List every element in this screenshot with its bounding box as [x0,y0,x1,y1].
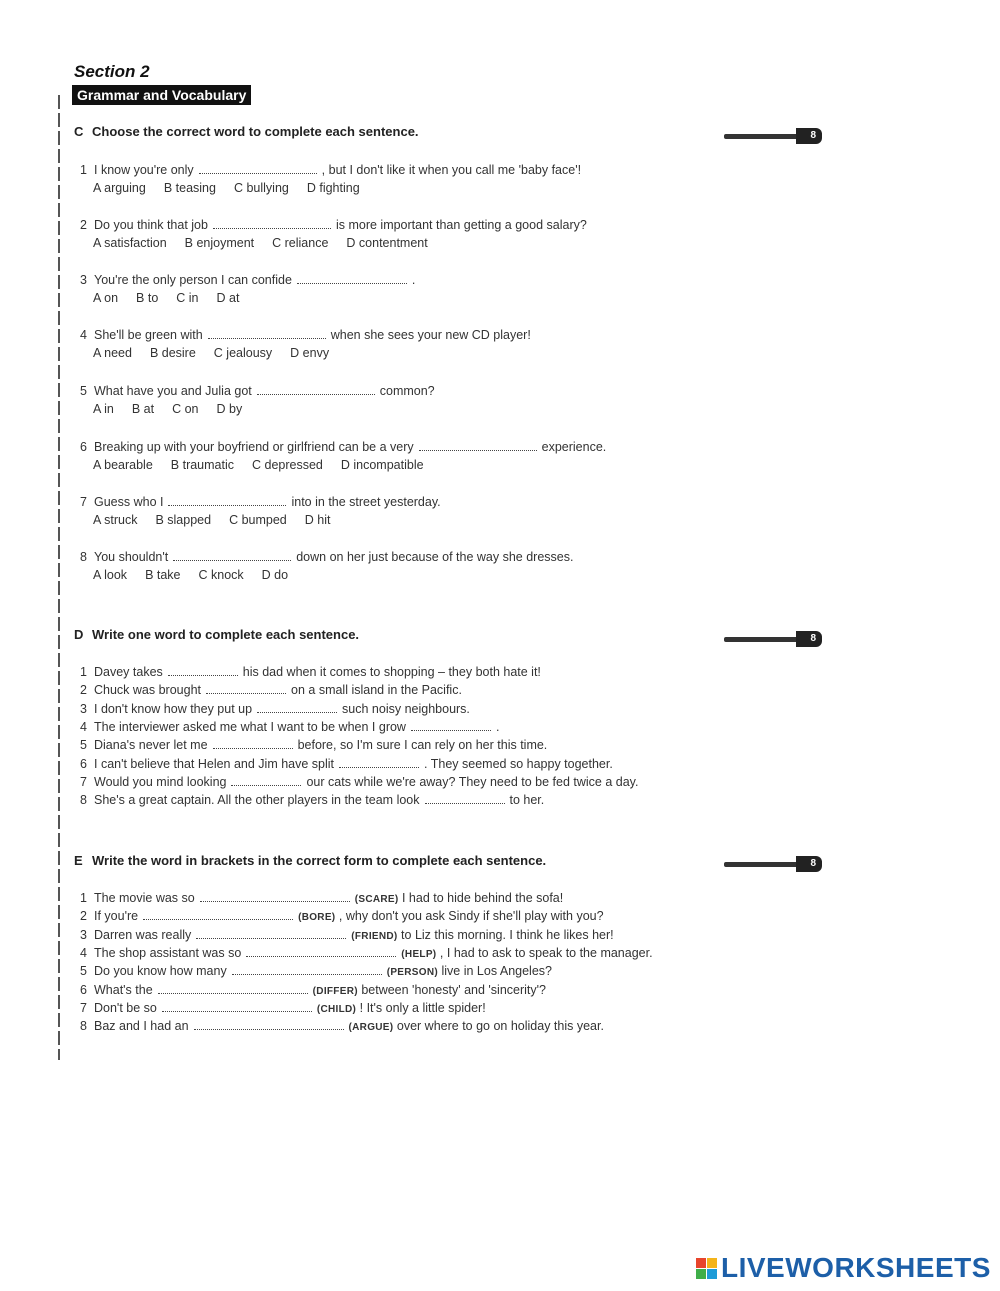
question-number: 8 [80,550,87,564]
bracket-word: (FRIEND) [351,930,398,942]
question-text-before: Chuck was brought [94,683,202,698]
question-row [80,218,587,232]
brand-text: LIVEWORKSHEETS [721,1252,991,1283]
part-letter: C [74,124,84,139]
question-number: 8 [80,793,87,808]
question-row [80,983,546,997]
question-number: 3 [80,273,87,287]
answer-option[interactable]: A in [93,402,114,416]
bracket-word: (CHILD) [316,1003,357,1015]
answer-option[interactable]: D fighting [306,181,360,195]
options-row [93,458,442,472]
question-text-before: The interviewer asked me what I want to be when I grow [94,719,406,734]
question-text-before: The movie was so [94,891,195,905]
question-text-after: our cats while we're away? They need to be fed twice a day. [306,774,639,789]
answer-option[interactable]: A satisfaction [93,236,167,250]
answer-blank[interactable] [173,550,291,561]
question-text-after: his dad when it comes to shopping – they both hate it! [242,665,541,679]
answer-option[interactable]: B desire [149,346,196,360]
answer-blank[interactable] [231,775,301,786]
question-text-before: Guess who I [94,495,164,509]
question-row [80,738,547,752]
question-text-after: live in Los Angeles? [441,964,552,979]
question-row [80,328,531,342]
score-total: 8 [810,858,816,869]
answer-blank[interactable] [213,738,293,749]
question-text-before: Do you think that job [94,218,208,232]
answer-blank[interactable] [425,793,505,804]
section-banner: Grammar and Vocabulary [72,85,251,105]
answer-blank[interactable] [246,946,396,957]
question-text-after: is more important than getting a good salary? [335,218,587,232]
bracket-word: (BORE) [298,912,336,924]
answer-blank[interactable] [168,495,286,506]
answer-option[interactable]: D at [216,291,240,305]
question-text-before: Darren was really [94,927,192,942]
part-instruction: Write the word in brackets in the correct form to complete each sentence. [92,853,547,868]
question-row [80,775,638,789]
question-row [80,495,441,509]
options-row [93,181,378,195]
question-text-before: You shouldn't [94,550,169,564]
answer-option[interactable]: B at [131,402,155,416]
question-row [80,928,614,942]
answer-option[interactable]: B enjoyment [184,236,255,250]
part-instruction: Write one word to complete each sentence. [92,627,360,642]
question-text-after: down on her just because of the way she dresses. [296,550,574,564]
question-text-after: into in the street yesterday. [291,495,441,509]
answer-option[interactable]: C in [176,291,199,305]
score-total: 8 [810,130,816,141]
answer-option[interactable]: D incompatible [340,458,424,472]
section-title: Section 2 [74,62,150,81]
question-row [80,163,581,177]
answer-blank[interactable] [297,273,407,284]
part-instruction: Choose the correct word to complete each sentence. [92,124,419,139]
question-text-before: Davey takes [94,665,163,679]
answer-blank[interactable] [206,683,286,694]
question-row [80,1001,486,1015]
question-row [80,683,462,697]
question-number: 2 [80,683,87,698]
answer-option[interactable]: A need [93,346,132,360]
question-row [80,702,470,716]
question-text-before: Baz and I had an [94,1019,189,1034]
options-row [93,346,347,360]
answer-option[interactable]: C bumped [229,513,287,527]
answer-option[interactable]: B slapped [155,513,212,527]
question-text-after: common? [379,384,435,398]
question-number: 4 [80,945,87,960]
answer-option[interactable]: A struck [93,513,138,527]
question-row [80,757,613,771]
bracket-word: (ARGUE) [348,1022,394,1034]
question-text-after: ! It's only a little spider! [359,1000,486,1015]
answer-blank[interactable] [208,328,326,339]
question-row [80,440,606,454]
answer-option[interactable]: C jealousy [213,346,273,360]
bracket-word: (SCARE) [354,894,399,905]
score-total: 8 [810,633,816,644]
part-e-heading [74,853,546,868]
question-number: 6 [80,982,87,997]
liveworksheets-logo [696,1252,991,1284]
answer-option[interactable]: C bullying [233,181,289,195]
part-letter: E [74,853,83,868]
answer-option[interactable]: A bearable [93,458,153,472]
bracket-word: (DIFFER) [312,985,358,997]
options-row [93,402,260,416]
answer-blank[interactable] [196,928,346,939]
question-number: 4 [80,328,87,342]
question-row [80,720,499,734]
question-text-after: . [495,719,500,734]
question-text-before: Breaking up with your boyfriend or girlfriend can be a very [94,440,414,454]
question-row [80,946,653,960]
answer-blank[interactable] [232,964,382,975]
question-text-after: over where to go on holiday this year. [396,1019,604,1034]
answer-blank[interactable] [257,702,337,713]
answer-option[interactable]: C knock [198,568,244,582]
question-text-before: I know you're only [94,163,194,177]
question-number: 2 [80,218,87,232]
answer-option[interactable]: A on [93,291,119,305]
part-letter: D [74,627,84,642]
answer-blank[interactable] [213,218,331,229]
question-number: 6 [80,440,87,454]
question-text-before: Diana's never let me [94,738,208,753]
answer-option[interactable]: C reliance [272,236,329,250]
question-row [80,384,435,398]
question-text-before: She'll be green with [94,328,203,342]
question-text-before: She's a great captain. All the other players in the team look [94,793,420,808]
question-text-before: I don't know how they put up [94,701,253,716]
question-number: 5 [80,384,87,398]
options-row [93,568,306,582]
question-text-after: when she sees your new CD player! [330,328,531,342]
bracket-word: (HELP) [401,948,437,960]
question-text-after: , why don't you ask Sindy if she'll play with you? [338,909,604,924]
answer-blank[interactable] [257,384,375,395]
question-number: 1 [80,891,87,905]
bracket-word: (PERSON) [386,967,438,979]
question-number: 7 [80,1000,87,1015]
question-row [80,891,563,905]
answer-option[interactable]: D contentment [346,236,428,250]
answer-option[interactable]: C on [172,402,199,416]
question-text-after: on a small island in the Pacific. [291,683,462,698]
question-number: 7 [80,774,87,789]
question-number: 2 [80,909,87,924]
question-row [80,273,415,287]
options-row [93,236,446,250]
question-text-after: before, so I'm sure I can rely on her this time. [297,738,548,753]
question-number: 7 [80,495,87,509]
question-text-after: to her. [509,793,545,808]
question-text-before: Would you mind looking [94,774,227,789]
question-number: 1 [80,665,87,679]
options-row [93,513,348,527]
question-text-after: such noisy neighbours. [342,701,470,716]
question-text-after: between 'honesty' and 'sincerity'? [361,982,546,997]
answer-option[interactable]: C depressed [252,458,323,472]
part-e-score-box [724,856,822,872]
answer-option[interactable]: A look [93,568,128,582]
answer-blank[interactable] [143,909,293,920]
part-c-score-box [724,128,822,144]
answer-option[interactable]: D do [261,568,289,582]
answer-blank[interactable] [411,720,491,731]
part-d-heading [74,627,359,642]
answer-option[interactable]: D envy [290,346,330,360]
question-row [80,909,604,923]
question-text-before: What's the [94,982,153,997]
question-text-before: Don't be so [94,1000,157,1015]
question-text-after: experience. [541,440,607,454]
question-number: 6 [80,756,87,771]
answer-option[interactable]: B teasing [163,181,216,195]
question-text-after: to Liz this morning. I think he likes her! [401,927,614,942]
answer-blank[interactable] [199,163,317,174]
question-text-after: . They seemed so happy together. [424,756,613,771]
question-number: 5 [80,738,87,753]
question-row [80,550,573,564]
answer-blank[interactable] [158,983,308,994]
question-number: 3 [80,701,87,716]
question-text-before: The shop assistant was so [94,945,242,960]
answer-blank[interactable] [339,757,419,768]
margin-rule [58,95,60,1060]
question-text-before: What have you and Julia got [94,384,252,398]
question-text-before: If you're [94,909,139,924]
question-number: 5 [80,964,87,979]
answer-option[interactable]: D hit [304,513,331,527]
options-row [93,291,257,305]
part-d-score-box [724,631,822,647]
question-text-after: . [411,273,416,287]
question-row [80,665,541,679]
question-text-before: You're the only person I can confide [94,273,292,287]
answer-option[interactable]: B traumatic [170,458,234,472]
answer-option[interactable]: B take [145,568,181,582]
answer-blank[interactable] [194,1019,344,1030]
logo-tiles-icon [696,1258,717,1279]
question-text-before: Do you know how many [94,964,227,979]
answer-option[interactable]: D by [216,402,243,416]
question-row [80,793,544,807]
question-text-after: , I had to ask to speak to the manager. [439,945,653,960]
question-text-after: , but I don't like it when you call me 'baby face'! [321,163,582,177]
question-number: 4 [80,719,87,734]
question-number: 8 [80,1019,87,1034]
answer-blank[interactable] [200,891,350,902]
question-text-after: I had to hide behind the sofa! [401,891,564,905]
answer-option[interactable]: B to [136,291,159,305]
answer-blank[interactable] [419,440,537,451]
question-row [80,1019,604,1033]
part-c-heading [74,124,419,139]
question-text-before: I can't believe that Helen and Jim have split [94,756,335,771]
question-number: 1 [80,163,87,177]
answer-blank[interactable] [162,1001,312,1012]
question-number: 3 [80,927,87,942]
answer-blank[interactable] [168,665,238,676]
answer-option[interactable]: A arguing [93,181,146,195]
question-row [80,964,552,978]
